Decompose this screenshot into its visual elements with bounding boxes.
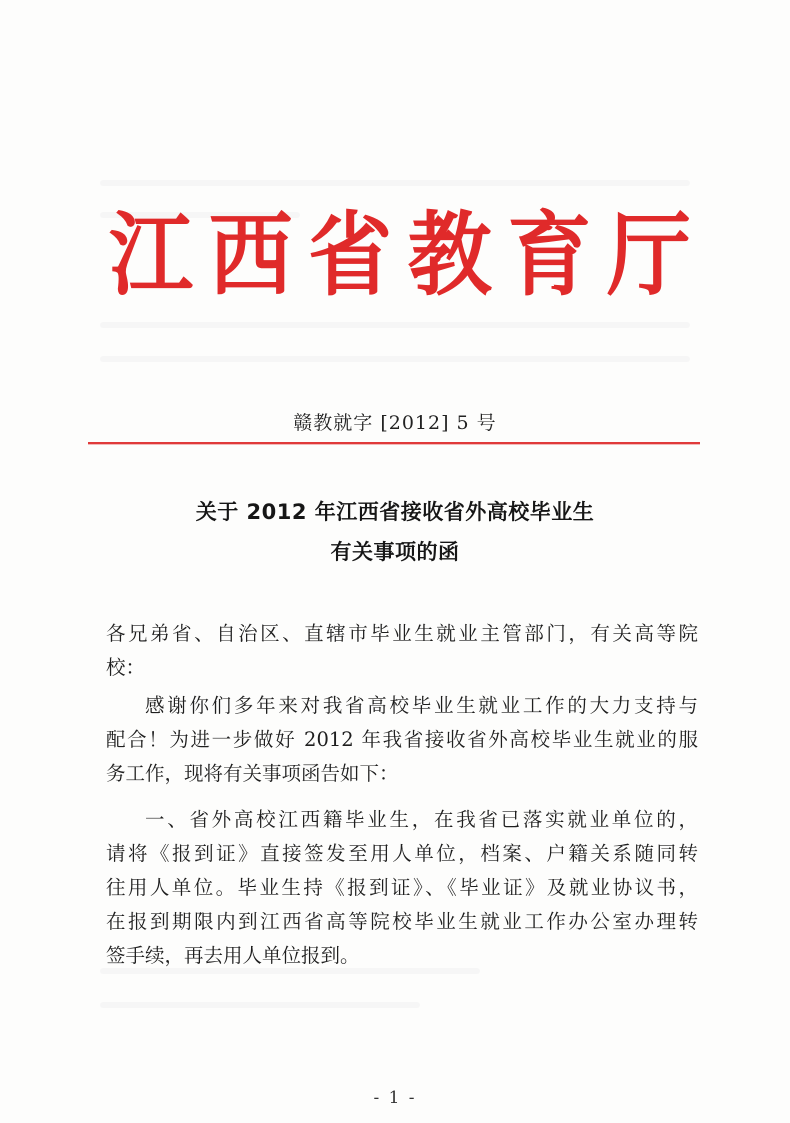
paragraph-thanks — [106, 689, 698, 791]
masthead-char: 教 — [407, 201, 492, 308]
text-line: 校： — [106, 656, 146, 679]
text-line: 各兄弟省、自治区、直辖市毕业生就业主管部门，有关高等院 — [106, 622, 698, 645]
text-line: 感谢你们多年来对我省高校毕业生就业工作的大力支持与 — [145, 694, 698, 717]
text-line: 在报到期限内到江西省高等院校毕业生就业工作办公室办理转 — [106, 910, 698, 933]
bleed-through-mark — [100, 356, 690, 362]
text-line: 一、省外高校江西籍毕业生，在我省已落实就业单位的， — [145, 808, 698, 831]
salutation — [106, 617, 698, 685]
text-line: 配合！为进一步做好 2012 年我省接收省外高校毕业生就业的服 — [106, 728, 698, 751]
page-number: - 1 - — [373, 1088, 417, 1108]
issuer-masthead — [105, 201, 695, 308]
text-line: 签手续，再去用人单位报到。 — [106, 944, 360, 967]
masthead-char: 省 — [308, 201, 393, 308]
bleed-through-mark — [100, 322, 690, 328]
masthead-char: 西 — [208, 201, 293, 308]
document-title-line-1: 关于 2012 年江西省接收省外高校毕业生 — [195, 500, 595, 524]
masthead-char: 厅 — [606, 201, 691, 308]
text-line: 往用人单位。毕业生持《报到证》、《毕业证》及就业协议书， — [106, 876, 698, 899]
bleed-through-mark — [100, 1002, 420, 1008]
masthead-char: 江 — [108, 201, 193, 308]
red-divider-rule — [88, 442, 700, 444]
bleed-through-mark — [100, 180, 690, 186]
text-line: 请将《报到证》直接签发至用人单位，档案、户籍关系随同转 — [106, 842, 698, 865]
document-number: 赣教就字 [2012] 5 号 — [293, 412, 497, 434]
masthead-char: 育 — [507, 201, 592, 308]
document-title-line-2: 有关事项的函 — [330, 540, 460, 564]
text-line: 务工作，现将有关事项函告如下： — [106, 762, 399, 785]
paragraph-item-one — [106, 803, 698, 973]
